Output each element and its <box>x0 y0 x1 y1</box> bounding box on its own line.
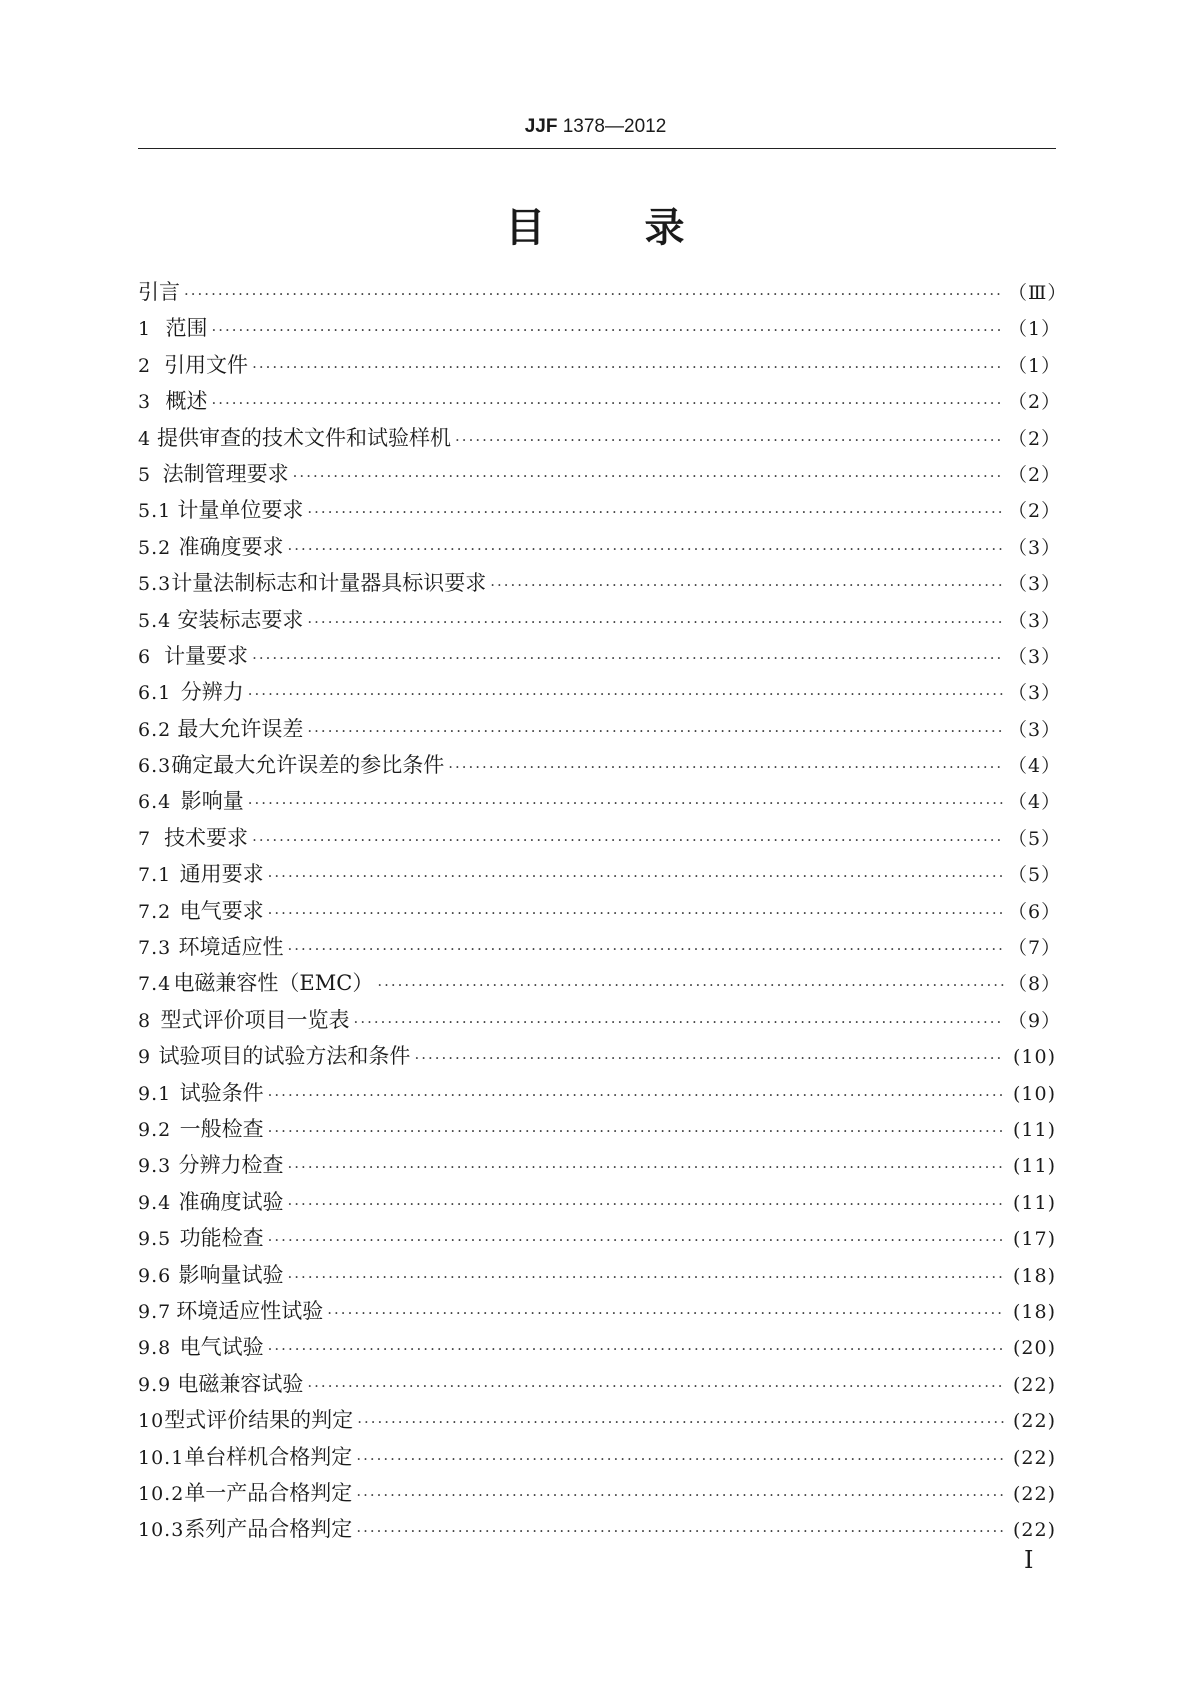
toc-entry-page: (10) <box>1012 1082 1056 1105</box>
toc-entry-label: 一般检查 <box>179 1116 264 1141</box>
dot-leader <box>293 458 1004 494</box>
toc-entry-number: 9.2 <box>138 1118 172 1141</box>
page-folio: I <box>1024 1546 1034 1574</box>
toc-entry[interactable] <box>138 783 1062 819</box>
toc-entry-page: （Ⅲ） <box>1008 282 1068 304</box>
dot-leader <box>252 349 1004 385</box>
toc-entry-label: 单台样机合格判定 <box>184 1444 353 1469</box>
dot-leader <box>356 1441 1004 1477</box>
dot-leader <box>288 1186 1004 1222</box>
toc-entry-page: （4） <box>1008 791 1062 814</box>
toc-entry-page: （1） <box>1008 318 1062 341</box>
dot-leader <box>184 276 1004 312</box>
toc-entry-number: 7.3 <box>138 937 172 960</box>
toc-entry-label: 影响量试验 <box>178 1262 284 1287</box>
dot-leader <box>307 713 1004 749</box>
toc-entry-page: （2） <box>1008 391 1062 414</box>
dot-leader <box>268 858 1004 894</box>
toc-entry[interactable] <box>138 893 1062 929</box>
toc-entry[interactable] <box>138 456 1062 492</box>
toc-entry-page: （2） <box>1008 500 1062 523</box>
dot-leader <box>356 1513 1004 1549</box>
toc-entry-number: 3 <box>138 391 152 414</box>
dot-leader <box>268 1113 1004 1149</box>
toc-entry[interactable] <box>138 856 1062 892</box>
toc-entry-page: （1） <box>1008 354 1062 377</box>
toc-entry-label: 安装标志要求 <box>177 607 304 632</box>
dot-leader <box>211 312 1004 348</box>
toc-entry-page: (22) <box>1012 1446 1056 1469</box>
toc-entry[interactable] <box>138 747 1062 783</box>
dot-leader <box>268 1077 1004 1113</box>
page-title <box>0 196 1191 253</box>
toc-entry[interactable] <box>138 1475 1056 1511</box>
toc-entry-number: 2 <box>138 354 152 377</box>
toc-entry-number: 5 <box>138 463 152 486</box>
toc-entry-label: 准确度试验 <box>178 1189 284 1214</box>
toc-entry-page: （9） <box>1008 1009 1062 1032</box>
toc-entry[interactable] <box>138 420 1062 456</box>
toc-entry-label: 提供审查的技术文件和试验样机 <box>157 425 452 450</box>
toc-entry-number: 1 <box>138 318 152 341</box>
dot-leader <box>268 1331 1004 1367</box>
toc-entry-number: 9.4 <box>138 1191 172 1214</box>
toc-entry-page: (22) <box>1012 1482 1056 1505</box>
toc-entry-label: 通用要求 <box>179 862 264 887</box>
toc-entry-label: 功能检查 <box>179 1226 264 1251</box>
toc-entry-number: 10 <box>138 1410 165 1433</box>
dot-leader <box>268 1222 1004 1258</box>
toc-entry[interactable] <box>138 820 1062 856</box>
toc-entry-page: (18) <box>1012 1300 1056 1323</box>
dot-leader <box>288 1259 1004 1295</box>
toc-entry-label: 影响量 <box>180 789 244 814</box>
toc-entry[interactable] <box>138 347 1062 383</box>
toc-entry-page: （4） <box>1008 755 1062 778</box>
toc-entry-number: 6 <box>138 645 152 668</box>
dot-leader <box>288 531 1004 567</box>
toc-entry-label: 试验项目的试验方法和条件 <box>158 1044 411 1069</box>
toc-entry[interactable] <box>138 1329 1056 1365</box>
toc-entry-page: (11) <box>1012 1118 1056 1141</box>
dot-leader <box>248 785 1004 821</box>
dot-leader <box>268 895 1004 931</box>
toc-entry-page: (22) <box>1012 1373 1056 1396</box>
toc-entry-page: （3） <box>1008 682 1062 705</box>
toc-entry[interactable] <box>138 711 1062 747</box>
toc-entry-page: (22) <box>1012 1410 1056 1433</box>
toc-entry-page: (17) <box>1012 1228 1056 1251</box>
dot-leader <box>448 749 1004 785</box>
toc-entry-page: （2） <box>1008 463 1062 486</box>
toc-entry-label: 技术要求 <box>164 825 249 850</box>
toc-entry-page: （3） <box>1008 573 1062 596</box>
toc-entry-number: 5.2 <box>138 536 172 559</box>
toc-entry[interactable] <box>138 1111 1056 1147</box>
dot-leader <box>455 422 1004 458</box>
header-number: 1378—2012 <box>562 116 667 137</box>
toc-entry-page: （3） <box>1008 645 1062 668</box>
dot-leader <box>252 822 1004 858</box>
toc-entry[interactable] <box>138 1220 1056 1256</box>
toc-entry-label: 环境适应性试验 <box>176 1298 324 1323</box>
toc-entry[interactable] <box>138 929 1062 965</box>
header-rule <box>138 148 1056 149</box>
toc-entry-number: 9.1 <box>138 1082 172 1105</box>
toc-entry-label: 计量单位要求 <box>177 498 304 523</box>
dot-leader <box>288 931 1004 967</box>
title-char-2: 录 <box>644 205 686 251</box>
toc-entry-number: 9 <box>138 1046 152 1069</box>
toc-entry-number: 5.4 <box>138 609 172 632</box>
toc-entry[interactable] <box>138 1511 1056 1547</box>
toc-entry-page: （8） <box>1008 973 1062 996</box>
dot-leader <box>288 1149 1004 1185</box>
toc-entry[interactable] <box>138 492 1062 528</box>
toc-entry-label: 环境适应性 <box>178 935 284 960</box>
toc-entry-number: 6.4 <box>138 791 172 814</box>
toc-entry-number: 6.3 <box>138 755 172 778</box>
toc-entry-label: 型式评价项目一览表 <box>160 1007 350 1032</box>
dot-leader <box>490 567 1004 603</box>
toc-entry-label: 型式评价结果的判定 <box>164 1408 354 1433</box>
toc-entry-label: 概述 <box>165 389 208 414</box>
toc-entry[interactable] <box>138 1075 1056 1111</box>
toc-entry-number: 9.6 <box>138 1264 172 1287</box>
toc-entry-number: 9.9 <box>138 1373 172 1396</box>
toc-entry-number: 10.1 <box>138 1446 185 1469</box>
toc-entry[interactable] <box>138 1293 1056 1329</box>
dot-leader <box>354 1004 1004 1040</box>
dot-leader <box>307 1368 1004 1404</box>
dot-leader <box>252 640 1004 676</box>
toc-entry-page: （5） <box>1008 864 1062 887</box>
toc-entry-number: 9.8 <box>138 1337 172 1360</box>
toc-entry-page: （5） <box>1008 827 1062 850</box>
toc-entry-page: (10) <box>1012 1046 1056 1069</box>
toc-entry[interactable] <box>138 274 1068 310</box>
toc-entry-label: 确定最大允许误差的参比条件 <box>171 753 445 778</box>
toc-entry-label: 计量法制标志和计量器具标识要求 <box>171 571 487 596</box>
toc-entry-number: 6.2 <box>138 718 172 741</box>
toc-entry-label: 最大允许误差 <box>177 716 304 741</box>
toc-entry[interactable] <box>138 1402 1056 1438</box>
toc-entry[interactable] <box>138 674 1062 710</box>
toc-entry-label: 引言 <box>138 280 180 304</box>
table-of-contents <box>138 274 1068 1548</box>
dot-leader <box>414 1040 1004 1076</box>
toc-entry-page: （3） <box>1008 609 1062 632</box>
toc-entry-page: （2） <box>1008 427 1062 450</box>
toc-entry-label: 引用文件 <box>164 352 249 377</box>
dot-leader <box>248 676 1004 712</box>
dot-leader <box>211 385 1004 421</box>
dot-leader <box>307 604 1004 640</box>
toc-entry-label: 准确度要求 <box>178 534 284 559</box>
toc-entry-number: 7.1 <box>138 864 172 887</box>
toc-entry[interactable] <box>138 602 1062 638</box>
toc-entry-label: 电气试验 <box>179 1335 264 1360</box>
toc-entry-number: 7 <box>138 827 152 850</box>
toc-entry[interactable] <box>138 965 1062 1001</box>
toc-entry-page: （6） <box>1008 900 1062 923</box>
toc-entry-label: 计量要求 <box>164 643 249 668</box>
toc-entry-number: 9.5 <box>138 1228 172 1251</box>
dot-leader <box>357 1404 1004 1440</box>
toc-entry-page: （7） <box>1008 937 1062 960</box>
toc-entry-page: （3） <box>1008 536 1062 559</box>
toc-entry-number: 5.3 <box>138 573 172 596</box>
toc-entry-number: 8 <box>138 1009 152 1032</box>
toc-entry[interactable] <box>138 1439 1056 1475</box>
toc-entry-label: 系列产品合格判定 <box>184 1517 353 1542</box>
toc-entry[interactable] <box>138 1257 1056 1293</box>
title-char-1: 目 <box>505 205 547 251</box>
toc-entry-number: 6.1 <box>138 682 172 705</box>
toc-entry-page: (18) <box>1012 1264 1056 1287</box>
dot-leader <box>327 1295 1004 1331</box>
running-header <box>0 116 1191 138</box>
toc-entry-label: 分辨力 <box>180 680 244 705</box>
dot-leader <box>307 494 1004 530</box>
toc-entry[interactable] <box>138 383 1062 419</box>
toc-entry[interactable] <box>138 1366 1056 1402</box>
toc-entry-page: (11) <box>1012 1155 1056 1178</box>
toc-entry[interactable] <box>138 1147 1056 1183</box>
toc-entry-label: 分辨力检查 <box>178 1153 284 1178</box>
toc-entry-number: 5.1 <box>138 500 172 523</box>
toc-entry-page: (22) <box>1012 1519 1056 1542</box>
toc-entry-number: 9.7 <box>138 1300 172 1323</box>
toc-entry[interactable] <box>138 638 1062 674</box>
toc-entry-number: 7.2 <box>138 900 172 923</box>
toc-entry[interactable] <box>138 1002 1062 1038</box>
toc-entry[interactable] <box>138 310 1062 346</box>
toc-entry-label: 电磁兼容性（EMC） <box>173 971 374 996</box>
toc-entry-label: 电磁兼容试验 <box>177 1371 304 1396</box>
toc-entry-label: 单一产品合格判定 <box>184 1480 353 1505</box>
toc-entry-number: 9.3 <box>138 1155 172 1178</box>
dot-leader <box>356 1477 1004 1513</box>
toc-entry[interactable] <box>138 1038 1056 1074</box>
toc-entry[interactable] <box>138 1184 1056 1220</box>
toc-entry-label: 范围 <box>165 316 208 341</box>
toc-entry[interactable] <box>138 529 1062 565</box>
dot-leader <box>377 967 1004 1003</box>
toc-entry-number: 10.3 <box>138 1519 185 1542</box>
toc-entry-label: 电气要求 <box>179 898 264 923</box>
toc-entry-page: （3） <box>1008 718 1062 741</box>
toc-entry-number: 7.4 <box>138 973 172 996</box>
toc-entry-page: (20) <box>1012 1337 1056 1360</box>
toc-entry-page: (11) <box>1012 1191 1056 1214</box>
toc-entry-number: 4 <box>138 427 152 450</box>
header-code: JJF <box>524 116 558 137</box>
toc-entry-label: 法制管理要求 <box>162 461 289 486</box>
toc-entry-number: 10.2 <box>138 1482 185 1505</box>
toc-entry-label: 试验条件 <box>179 1080 264 1105</box>
toc-entry[interactable] <box>138 565 1062 601</box>
